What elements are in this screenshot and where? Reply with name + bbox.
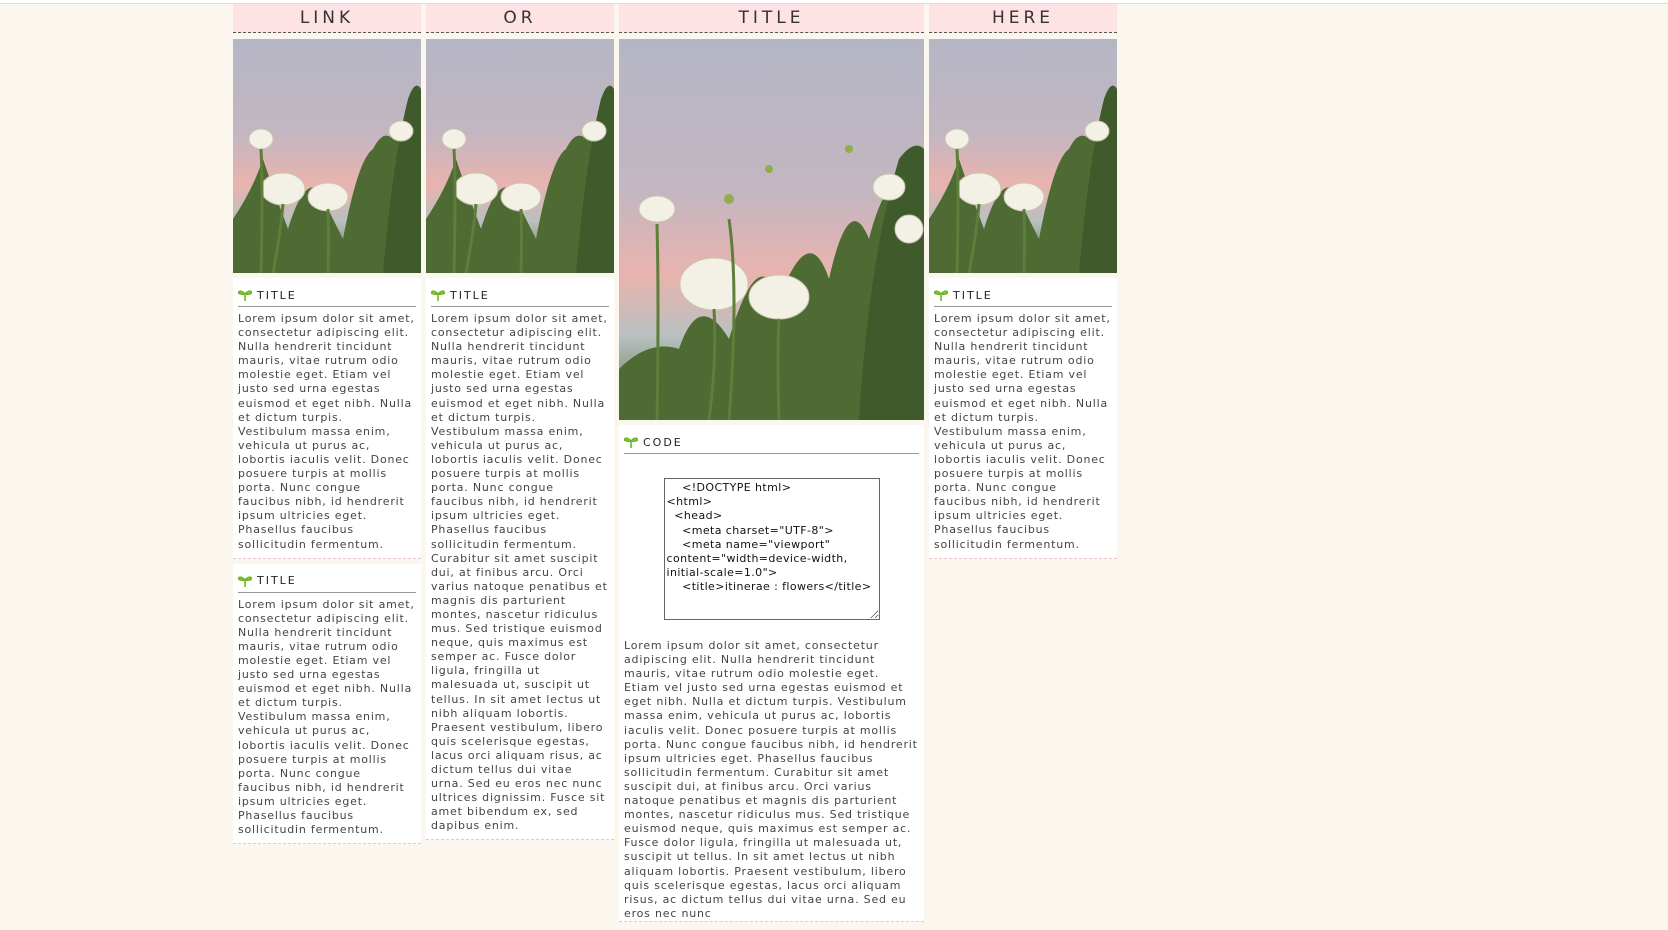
content-box (426, 278, 614, 840)
content-box (929, 278, 1117, 559)
nav-or[interactable]: OR (426, 4, 614, 33)
flower-photo (929, 39, 1117, 273)
box-header (431, 278, 609, 307)
sprout-icon (238, 575, 252, 587)
flower-photo (233, 39, 421, 273)
code-title: CODE (643, 435, 683, 449)
box-title: TITLE (257, 574, 297, 588)
column-or (426, 4, 614, 840)
sprout-icon (431, 289, 445, 301)
nav-title[interactable]: TITLE (619, 4, 924, 33)
box-text: Lorem ipsum dolor sit amet, consectetur adipiscing elit. Nulla hendrerit tincidunt mauris, vitae rutrum odio molestie eget. Etiam vel justo sed urna egestas euismod et eget nibh. Nulla et dictum turpis. Vestibulum massa enim, vehicula ut purus ac, lobortis iaculis velit. Donec posuere turpis at mollis porta. Nunc congue faucibus nibh, id hendrerit ipsum ultricies eget. Phasellus faucibus sollicitudin fermentum. (238, 597, 415, 837)
box-text: Lorem ipsum dolor sit amet, consectetur adipiscing elit. Nulla hendrerit tincidunt mauris, vitae rutrum odio molestie eget. Etiam vel justo sed urna egestas euismod et eget nibh. Nulla et dictum turpis. Vestibulum massa enim, vehicula ut purus ac, lobortis iaculis velit. Donec posuere turpis at mollis porta. Nunc congue faucibus nibh, id hendrerit ipsum ultricies eget. Phasellus faucibus sollicitudin fermentum. Curabitur sit amet suscipit dui, at finibus arcu. Orci varius natoque penatibus et magnis dis parturient montes, nascetur ridiculus mus. Sed tristique euismod neque, quis maximus est semper ac. Fusce dolor ligula, fringilla ut malesuada ut, suscipit ut tellus. In sit amet lectus ut nibh aliquam lobortis. Praesent vestibulum, libero quis scelerisque egestas, lacus orci aliquam risus, ac dictum tellus dui vitae urna. Sed eu eros nec nunc (624, 639, 918, 920)
flower-photo-large (619, 39, 924, 420)
content-box (233, 278, 421, 559)
box-title: TITLE (257, 288, 297, 302)
box-header (238, 278, 416, 307)
box-header (238, 564, 416, 593)
sprout-icon (238, 289, 252, 301)
sprout-icon (934, 289, 948, 301)
box-header (624, 425, 919, 454)
code-box (619, 425, 924, 922)
code-textarea[interactable] (664, 478, 880, 620)
flower-photo (426, 39, 614, 273)
content-box (233, 564, 421, 845)
box-text: Lorem ipsum dolor sit amet, consectetur adipiscing elit. Nulla hendrerit tincidunt mauris, vitae rutrum odio molestie eget. Etiam vel justo sed urna egestas euismod et eget nibh. Nulla et dictum turpis. Vestibulum massa enim, vehicula ut purus ac, lobortis iaculis velit. Donec posuere turpis at mollis porta. Nunc congue faucibus nibh, id hendrerit ipsum ultricies eget. Phasellus faucibus sollicitudin fermentum. Curabitur sit amet suscipit dui, at finibus arcu. Orci varius natoque penatibus et magnis dis parturient montes, nascetur ridiculus mus. Sed tristique euismod neque, quis maximus est semper ac. Fusce dolor ligula, fringilla ut malesuada ut, suscipit ut tellus. In sit amet lectus ut nibh aliquam lobortis. Praesent vestibulum, libero quis scelerisque egestas, lacus orci aliquam risus, ac dictum tellus dui vitae urna. Sed eu eros nec nunc ultrices dignissim. Fusce sit amet bibendum ex, sed dapibus enim. (431, 312, 608, 833)
column-title (619, 4, 924, 922)
box-text: Lorem ipsum dolor sit amet, consectetur adipiscing elit. Nulla hendrerit tincidunt mauris, vitae rutrum odio molestie eget. Etiam vel justo sed urna egestas euismod et eget nibh. Nulla et dictum turpis. Vestibulum massa enim, vehicula ut purus ac, lobortis iaculis velit. Donec posuere turpis at mollis porta. Nunc congue faucibus nibh, id hendrerit ipsum ultricies eget. Phasellus faucibus sollicitudin fermentum. (238, 312, 415, 551)
box-text: Lorem ipsum dolor sit amet, consectetur adipiscing elit. Nulla hendrerit tincidunt mauris, vitae rutrum odio molestie eget. Etiam vel justo sed urna egestas euismod et eget nibh. Nulla et dictum turpis. Vestibulum massa enim, vehicula ut purus ac, lobortis iaculis velit. Donec posuere turpis at mollis porta. Nunc congue faucibus nibh, id hendrerit ipsum ultricies eget. Phasellus faucibus sollicitudin fermentum. (934, 312, 1111, 551)
column-here (929, 4, 1117, 559)
nav-link[interactable]: LINK (233, 4, 421, 33)
box-header (934, 278, 1112, 307)
column-link (233, 4, 421, 844)
box-title: TITLE (450, 288, 490, 302)
box-title: TITLE (953, 288, 993, 302)
nav-here[interactable]: HERE (929, 4, 1117, 33)
code-wrap (624, 459, 919, 639)
sprout-icon (624, 436, 638, 448)
